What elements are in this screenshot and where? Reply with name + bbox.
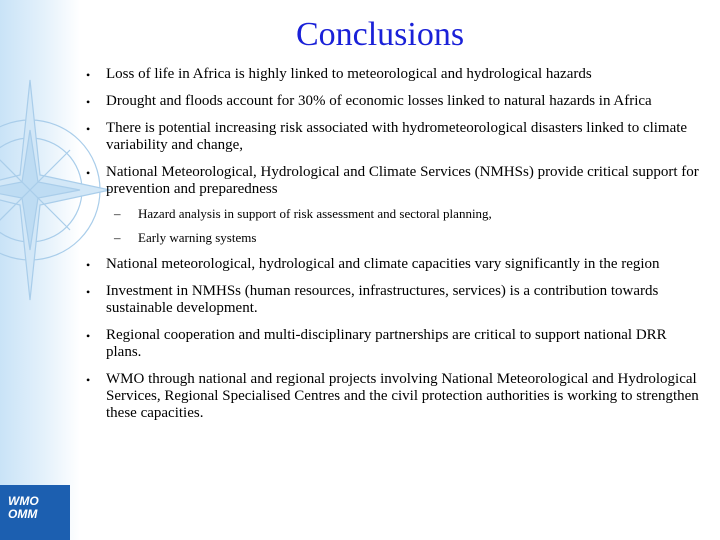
- bullet-text: WMO through national and regional projects involving National Meteorological and Hydrological Services, Regional Specialised Centres and the civil protection authorities is working to strengthen these capacities.: [106, 371, 699, 421]
- bullet-glyph: •: [86, 329, 91, 343]
- logo-line-wmo: WMO: [8, 494, 39, 508]
- sub-bullet-text: Hazard analysis in support of risk assessment and sectoral planning,: [138, 206, 492, 221]
- bullet-text: National meteorological, hydrological and climate capacities vary significantly in the region: [106, 256, 660, 272]
- bullet-glyph: •: [86, 285, 91, 299]
- logo-line-omm: OMM: [8, 507, 38, 521]
- bullet-item: [80, 120, 705, 154]
- bullet-text: Drought and floods account for 30% of economic losses linked to natural hazards in Africa: [106, 93, 652, 109]
- bullet-text: National Meteorological, Hydrological and Climate Services (NMHSs) provide critical support for prevention and preparedness: [106, 164, 699, 197]
- sub-bullet-text: Early warning systems: [138, 230, 257, 245]
- bullet-item: [80, 283, 705, 317]
- bullet-glyph: •: [86, 68, 91, 82]
- bullet-text: Regional cooperation and multi-disciplinary partnerships are critical to support national DRR plans.: [106, 327, 667, 360]
- bullet-text: Loss of life in Africa is highly linked to meteorological and hydrological hazards: [106, 66, 592, 82]
- bullet-item: [80, 93, 705, 110]
- bullet-glyph: •: [86, 166, 91, 180]
- bullet-glyph: •: [86, 373, 91, 387]
- dash-glyph: –: [114, 206, 121, 221]
- bullet-text: There is potential increasing risk associated with hydrometeorological disasters linked to climate variability and change,: [106, 120, 688, 153]
- bullet-glyph: •: [86, 122, 91, 136]
- bullet-glyph: •: [86, 258, 91, 272]
- bullet-item: [80, 66, 705, 83]
- bullet-item: [80, 256, 705, 273]
- bullet-glyph: •: [86, 95, 91, 109]
- sub-bullet-list: [106, 206, 705, 246]
- bullet-item: [80, 371, 705, 422]
- dash-glyph: –: [114, 230, 121, 245]
- bullet-text: Investment in NMHSs (human resources, infrastructures, services) is a contribution towards sustainable development.: [106, 283, 659, 316]
- slide-title: Conclusions: [295, 16, 465, 53]
- wmo-logo: [8, 495, 68, 521]
- bullet-item: [80, 164, 705, 246]
- sub-bullet-item: [106, 230, 705, 246]
- bullet-item: [80, 327, 705, 361]
- sub-bullet-item: [106, 206, 705, 222]
- bullet-list: [80, 66, 705, 432]
